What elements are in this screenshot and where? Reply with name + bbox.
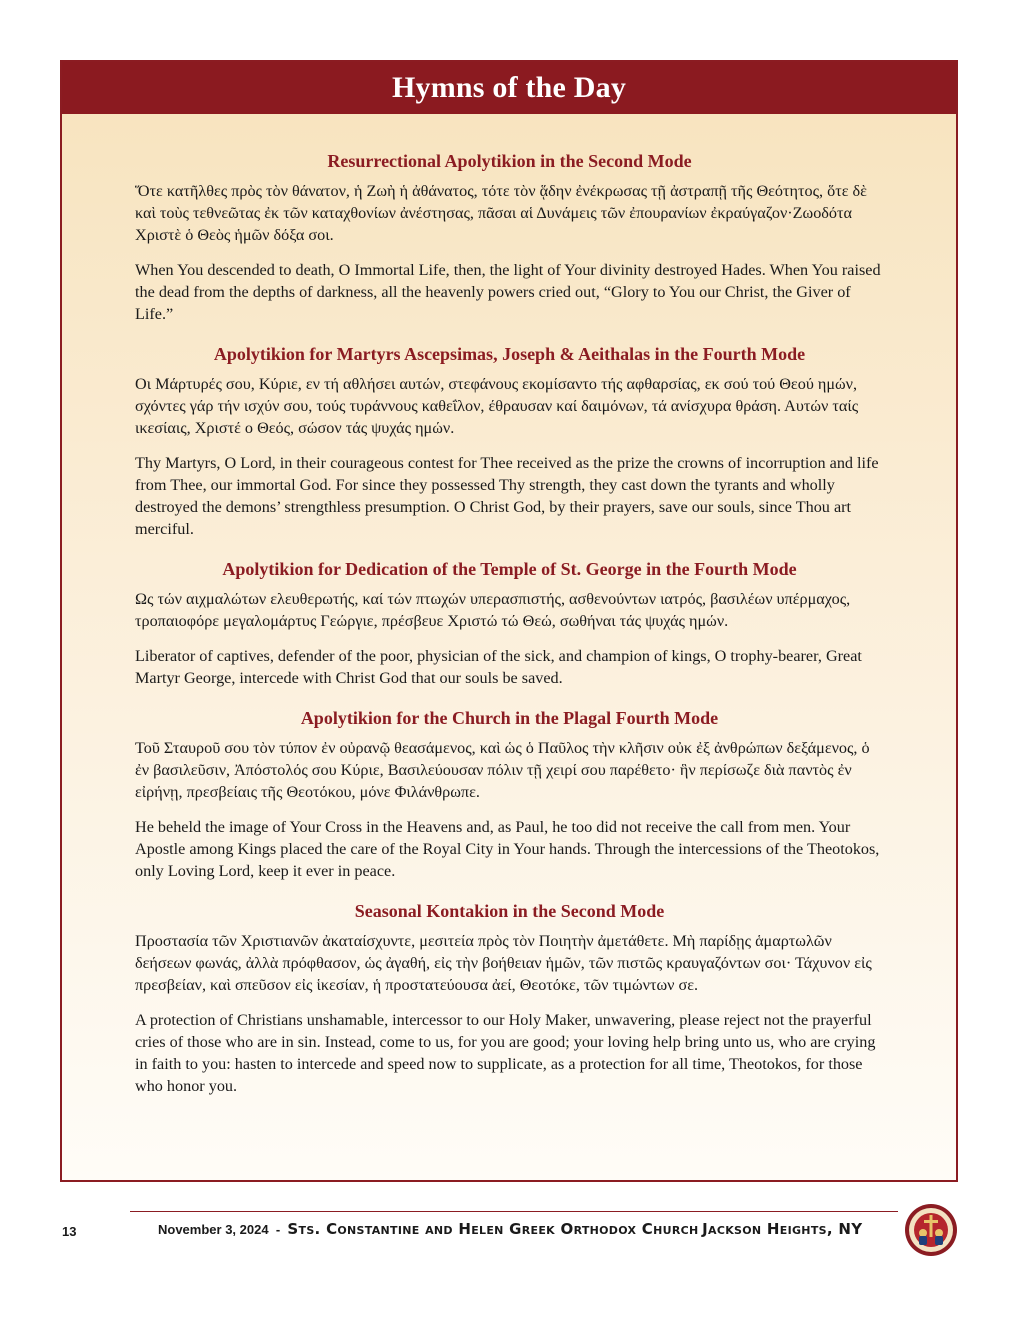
hymn-english-text: He beheld the image of Your Cross in the Heavens and, as Paul, he too did not receive the call from men. Your Apostle among Kings placed the care of the Royal City in Your hands. Through the intercessions of the Theotokos, only Loving Lord, keep it ever in peace. (135, 818, 880, 880)
hymn-heading: Apolytikion for Martyrs Ascepsimas, Joseph & Aeithalas in the Fourth Mode (213, 344, 806, 364)
bulletin-date: November 3, 2024 (158, 1222, 269, 1237)
page-number: 13 (62, 1224, 77, 1239)
church-name: Sts. Constantine and Helen Greek Orthodox Church (287, 1220, 699, 1238)
hymn-greek-text: Προστασία τῶν Χριστιανῶν ἀκαταίσχυντε, μεσιτεία πρὸς τὸν Ποιητὴν ἀμετάθετε. Μὴ παρίδῃς ἁμαρτωλῶν δεήσεων φωνάς, ἀλλὰ πρόφθασον, ὡς ἀγαθή, εἰς τὴν βοήθειαν ἡμῶν, τῶν πιστῶς κραυγαζόντων σοι· Τάχυνον εἰς πρεσβείαν, καὶ σπεῦσον εἰς ἱκεσίαν, ἡ προστατεύουσα ἀεί, Θεοτόκε, τῶν τιμώντων σε. (135, 932, 872, 994)
hymns-content (62, 114, 956, 1097)
hymn-greek-text: Οι Μάρτυρές σου, Κύριε, εν τή αθλήσει αυτών, στεφάνους εκομίσαντο τής αφθαρσίας, εκ σού τού Θεού ημών, σχόντες γάρ τήν ισχύν σου, τούς τυράννους καθεΐλον, έθραυσαν καί δαιμόνων, τά ανίσχυρα θράση. Αυτών ταίς ικεσίαις, Χριστέ ο Θεός, σώσον τάς ψυχάς ημών. (135, 375, 859, 437)
hymn-greek-text: Ὅτε κατῆλθες πρὸς τὸν θάνατον, ἡ Ζωὴ ἡ ἀθάνατος, τότε τὸν ᾅδην ἐνέκρωσας τῇ ἀστραπῇ τῆς Θεότητος, ὅτε δὲ καὶ τοὺς τεθνεῶτας ἐκ τῶν καταχθονίων ἀνέστησας, πᾶσαι αἱ Δυνάμεις τῶν ἐπουρανίων ἐκραύγαζον·Ζωοδότα Χριστὲ ὁ Θεὸς ἡμῶν δόξα σοι. (135, 182, 867, 244)
hymn-section (135, 150, 884, 325)
hymn-heading: Resurrectional Apolytikion in the Second Mode (327, 151, 692, 171)
hymn-heading: Apolytikion for Dedication of the Temple of St. George in the Fourth Mode (222, 559, 797, 579)
footer-info (158, 1220, 862, 1238)
hymns-panel (60, 60, 958, 1182)
hymn-english-text: A protection of Christians unshamable, intercessor to our Holy Maker, unwavering, please reject not the prayerful cries of those who are in sin. Instead, come to us, for you are good; your loving help bring unto us, who are crying in faith to you: hasten to intercede and speed now to supplicate, as a protection for all time, Theotokos, for those who honor you. (135, 1011, 876, 1095)
page-title: Hymns of the Day (62, 62, 956, 114)
hymn-section (135, 558, 884, 689)
hymn-greek-text: Τοῦ Σταυροῦ σου τὸν τύπον ἐν οὐρανῷ θεασάμενος, καὶ ὡς ὁ Παῦλος τὴν κλῆσιν οὐκ ἐξ ἀνθρώπων δεξάμενος, ὁ ἐν βασιλεῦσιν, Ἀπόστολός σου Κύριε, Βασιλεύουσαν πόλιν τῇ χειρί σου παρέθετο· ἣν περίσωζε διὰ παντὸς ἐν εἰρήνῃ, πρεσβείαις τῆς Θεοτόκου, μόνε Φιλάνθρωπε. (135, 739, 870, 801)
hymn-heading: Seasonal Kontakion in the Second Mode (354, 901, 665, 921)
hymn-section (135, 707, 884, 882)
hymn-english-text: Liberator of captives, defender of the poor, physician of the sick, and champion of kings, O trophy-bearer, Great Martyr George, intercede with Christ God that our souls be saved. (135, 647, 862, 687)
footer-divider (130, 1211, 898, 1212)
hymn-section (135, 900, 884, 1097)
hymn-heading: Apolytikion for the Church in the Plagal Fourth Mode (300, 708, 719, 728)
hymn-greek-text: Ως τών αιχμαλώτων ελευθερωτής, καί τών πτωχών υπερασπιστής, ασθενούντων ιατρός, βασιλέων υπέρμαχος, τροπαιοφόρε μεγαλομάρτυς Γεώργιε, πρέσβευε Χριστώ τώ Θεώ, σωθήναι τάς ψυχάς ημών. (135, 590, 851, 630)
hymn-section (135, 343, 884, 540)
hymn-english-text: Thy Martyrs, O Lord, in their courageous contest for Thee received as the prize the crowns of incorruption and life from Thee, our immortal God. For since they possessed Thy strength, they cast down the tyrants and wholly destroyed the demons’ strengthless presumption. O Christ God, by their prayers, save our souls, since Thou art merciful. (135, 454, 879, 538)
church-seal-icon (904, 1203, 958, 1257)
footer-separator: - (275, 1222, 281, 1237)
hymn-english-text: When You descended to death, O Immortal Life, then, the light of Your divinity destroyed Hades. When You raised the dead from the depths of darkness, all the heavenly powers cried out, “Glory to You our Christ, the Giver of Life.” (135, 261, 881, 323)
church-location: Jackson Heights, NY (702, 1220, 863, 1238)
